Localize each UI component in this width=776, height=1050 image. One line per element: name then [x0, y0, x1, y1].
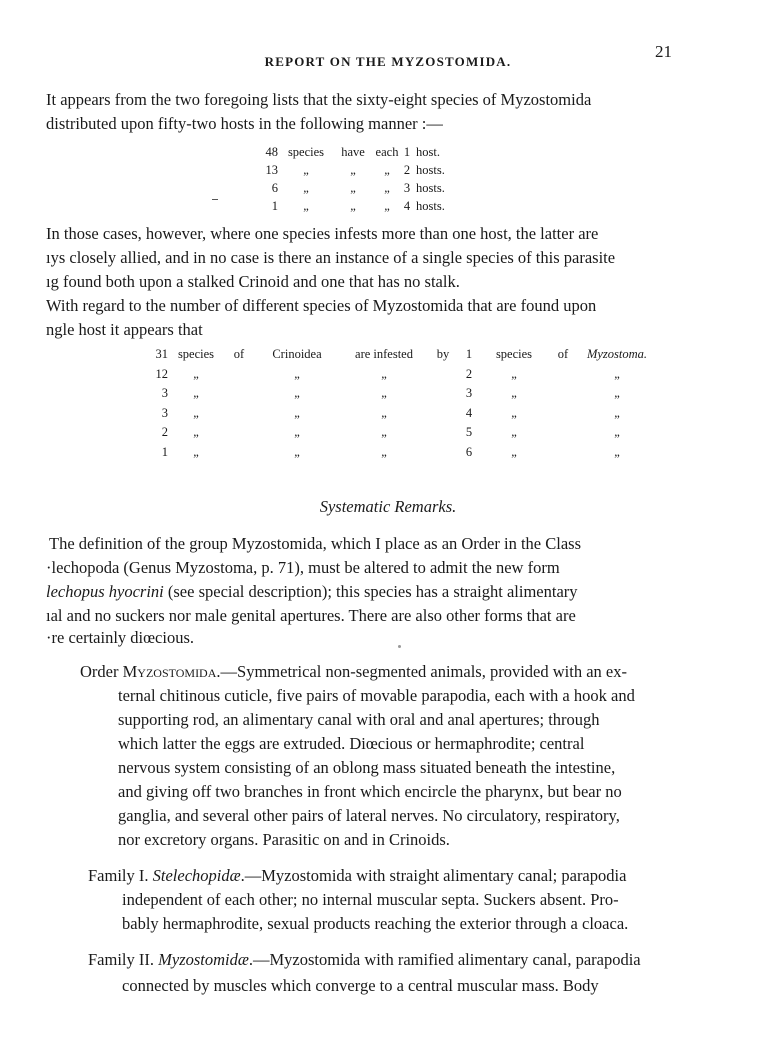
table-row: 48 species have each 1 host.	[265, 145, 440, 159]
family1-line-1: Family I. Stelechopidæ.—Myzostomida with straight alimentary canal; parapodia	[88, 866, 627, 885]
running-header: REPORT ON THE MYZOSTOMIDA.	[264, 54, 512, 69]
order-line-2: ternal chitinous cuticle, five pairs of movable parapodia, each with a hook and	[118, 686, 635, 705]
family2-line-1: Family II. Myzostomidæ.—Myzostomida with ramified alimentary canal, parapodia	[88, 950, 641, 969]
para2-line-4: With regard to the number of different species of Myzostomida that are found upon	[46, 296, 597, 315]
intro-line-2: distributed upon fifty-two hosts in the following manner :—	[46, 114, 443, 133]
para2-line-1: In those cases, however, where one species infests more than one host, the latter are	[46, 224, 599, 243]
page-number: 21	[655, 42, 672, 61]
para2-line-5: ngle host it appears that	[46, 320, 203, 339]
print-speck	[398, 645, 401, 648]
order-line-3: supporting rod, an alimentary canal with oral and anal apertures; through	[118, 710, 600, 729]
para3-line-5: ·re certainly diœcious.	[46, 628, 194, 647]
section-heading: Systematic Remarks.	[319, 497, 457, 516]
para3-line-1: The definition of the group Myzostomida, which I place as an Order in the Class	[49, 534, 581, 553]
para3-line-2: ·lechopoda (Genus Myzostoma, p. 71), must be altered to admit the new form	[46, 558, 560, 577]
order-line-1: Order Myzostomida.—Symmetrical non-segmented animals, provided with an ex-	[80, 662, 627, 681]
order-line-8: nor excretory organs. Parasitic on and in Crinoids.	[118, 830, 450, 849]
table-row: 1 „ „ „ 4 hosts.	[271, 199, 445, 213]
table-row: 3 „ „ „ 4 „ „	[161, 405, 620, 420]
table-row: 1 „ „ „ 6 „ „	[161, 444, 620, 459]
table-row: 3 „ „ „ 3 „ „	[161, 386, 620, 400]
table-row: 13 „ „ „ 2 hosts.	[265, 163, 445, 177]
family2-line-2: connected by muscles which converge to a central muscular mass. Body	[122, 976, 599, 995]
intro-line-1: It appears from the two foregoing lists that the sixty-eight species of Myzostomida	[46, 90, 592, 109]
table-row: 12 „ „ „ 2 „ „	[155, 366, 620, 381]
table-row: 2 „ „ „ 5 „ „	[161, 425, 620, 439]
para2-line-2: ıys closely allied, and in no case is there an instance of a single species of this parasite	[46, 248, 616, 267]
crinoid-table	[146, 345, 656, 462]
table-row: 31 species of Crinoidea are infested by 1 species of Myzostoma.	[155, 347, 648, 361]
family1-line-2: independent of each other; no internal muscular septa. Suckers absent. Pro-	[122, 890, 619, 909]
hosts-table	[256, 143, 445, 215]
print-mark	[212, 199, 218, 200]
order-line-7: ganglia, and several other pairs of lateral nerves. No circulatory, respiratory,	[118, 806, 620, 825]
family1-line-3: bably hermaphrodite, sexual products reaching the exterior through a cloaca.	[122, 914, 629, 933]
table-row: 6 „ „ „ 3 hosts.	[271, 181, 445, 195]
order-line-5: nervous system consisting of an oblong mass situated beneath the intestine,	[118, 758, 616, 777]
para3-line-4: ıal and no suckers nor male genital apertures. There are also other forms that are	[46, 606, 576, 625]
para2-line-3: ıg found both upon a stalked Crinoid and one that has no stalk.	[46, 272, 460, 291]
order-line-4: which latter the eggs are extruded. Diœcious or hermaphrodite; central	[118, 734, 585, 753]
order-line-6: and giving off two branches in front which encircle the pharynx, but bear no	[118, 782, 622, 801]
para3-line-3: lechopus hyocrini (see special description); this species has a straight alimentary	[46, 582, 578, 601]
